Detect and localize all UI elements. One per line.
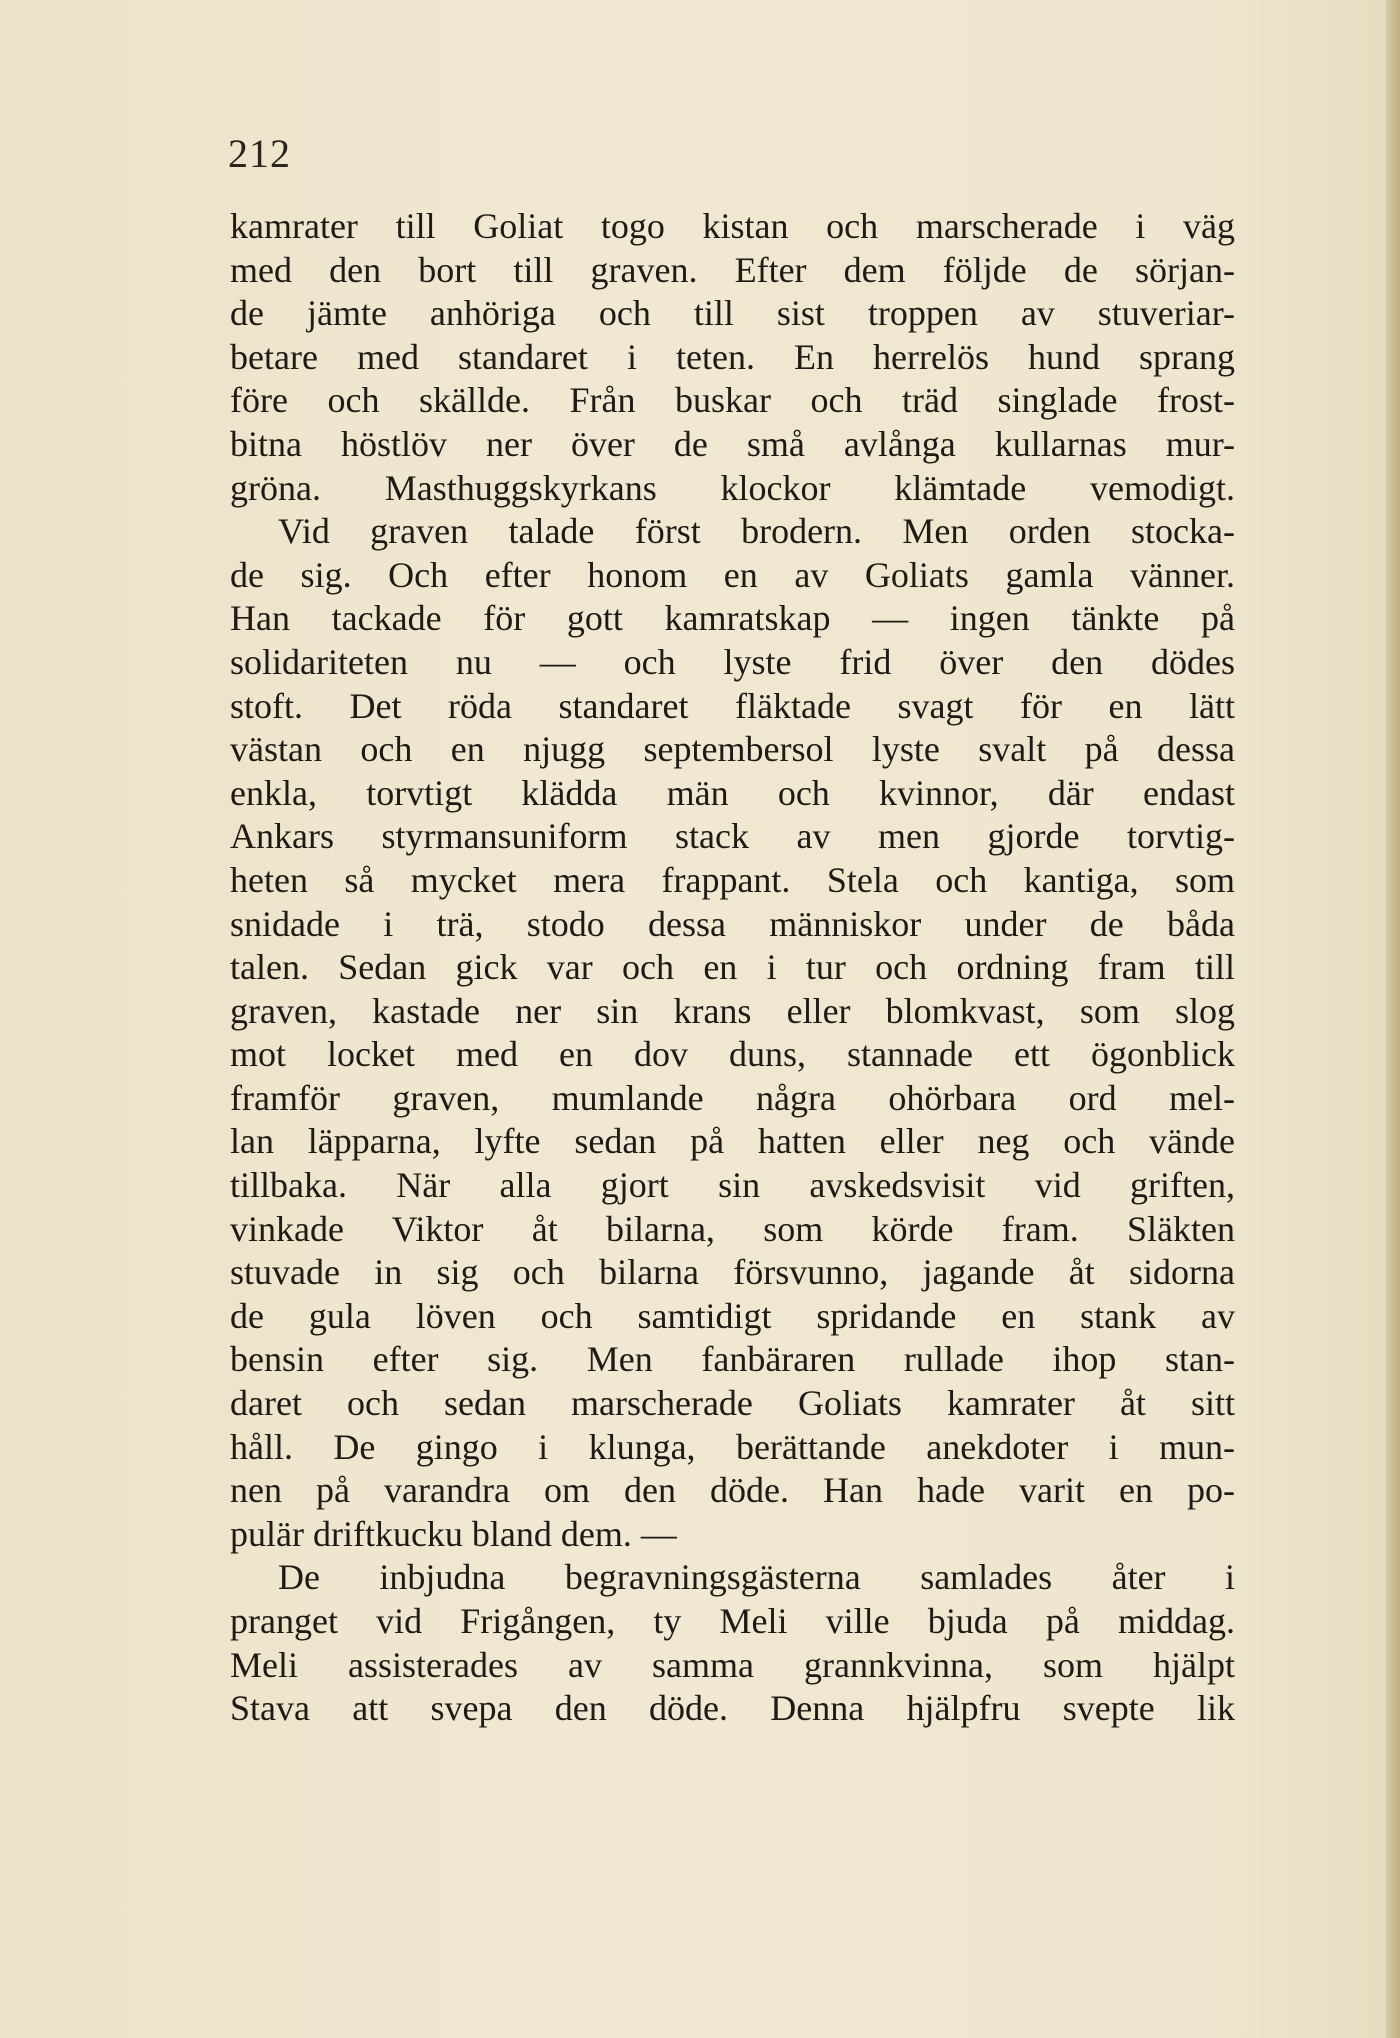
text-line: med den bort till graven. Efter dem följde de sörjan- (230, 249, 1235, 290)
text-line: gröna. Masthuggskyrkans klockor klämtade vemodigt. (230, 467, 1235, 508)
text-line: de jämte anhöriga och till sist troppen av stuveriar- (230, 293, 1235, 334)
text-line: de gula löven och samtidigt spridande en stank av (230, 1295, 1235, 1336)
text-line: De inbjudna begravningsgästerna samlades åter i (278, 1557, 1235, 1598)
text-line: Meli assisterades av samma grannkvinna, som hjälpt (230, 1644, 1235, 1685)
text-line: håll. De gingo i klunga, berättande anekdoter i mun- (230, 1426, 1235, 1467)
page-edge (1386, 0, 1400, 2038)
text-line: talen. Sedan gick var och en i tur och ordning fram till (230, 947, 1235, 988)
text-line: bitna höstlöv ner över de små avlånga kullarnas mur- (230, 423, 1235, 464)
text-line: stuvade in sig och bilarna försvunno, jagande åt sidorna (230, 1252, 1235, 1293)
text-line: solidariteten nu — och lyste frid över den dödes (230, 641, 1235, 682)
body-text (230, 205, 1235, 1731)
text-line: graven, kastade ner sin krans eller blomkvast, som slog (230, 990, 1235, 1031)
text-line: daret och sedan marscherade Goliats kamrater åt sitt (230, 1383, 1235, 1424)
text-line: vinkade Viktor åt bilarna, som körde fram. Släkten (230, 1208, 1235, 1249)
text-line: enkla, torvtigt klädda män och kvinnor, där endast (230, 772, 1235, 813)
text-line: kamrater till Goliat togo kistan och marscherade i väg (230, 206, 1235, 246)
text-line: heten så mycket mera frappant. Stela och kantiga, som (230, 859, 1235, 900)
text-line: före och skällde. Från buskar och träd singlade frost- (230, 380, 1235, 421)
text-line: de sig. Och efter honom en av Goliats gamla vänner. (230, 554, 1235, 595)
text-line: västan och en njugg septembersol lyste svalt på dessa (230, 729, 1235, 770)
text-line: framför graven, mumlande några ohörbara ord mel- (230, 1077, 1235, 1118)
page-number: 212 (228, 131, 291, 176)
text-line: bensin efter sig. Men fanbäraren rullade ihop stan- (230, 1339, 1235, 1380)
text-line: nen på varandra om den döde. Han hade varit en po- (230, 1470, 1235, 1511)
text-line: Ankars styrmansuniform stack av men gjorde torvtig- (230, 816, 1235, 857)
text-line: tillbaka. När alla gjort sin avskedsvisit vid griften, (230, 1165, 1235, 1206)
text-line: Stava att svepa den döde. Denna hjälpfru svepte lik (230, 1688, 1235, 1729)
text-line: lan läpparna, lyfte sedan på hatten eller neg och vände (230, 1121, 1235, 1162)
text-line: pranget vid Frigången, ty Meli ville bjuda på middag. (230, 1601, 1235, 1641)
text-line: Vid graven talade först brodern. Men orden stocka- (278, 511, 1235, 552)
text-line: pulär driftkucku bland dem. — (230, 1513, 677, 1554)
text-line: mot locket med en dov duns, stannade ett ögonblick (230, 1034, 1235, 1075)
text-line: Han tackade för gott kamratskap — ingen tänkte på (230, 598, 1235, 639)
text-line: betare med standaret i teten. En herrelös hund sprang (230, 336, 1235, 377)
text-line: snidade i trä, stodo dessa människor under de båda (230, 903, 1235, 944)
text-line: stoft. Det röda standaret fläktade svagt för en lätt (230, 685, 1235, 726)
